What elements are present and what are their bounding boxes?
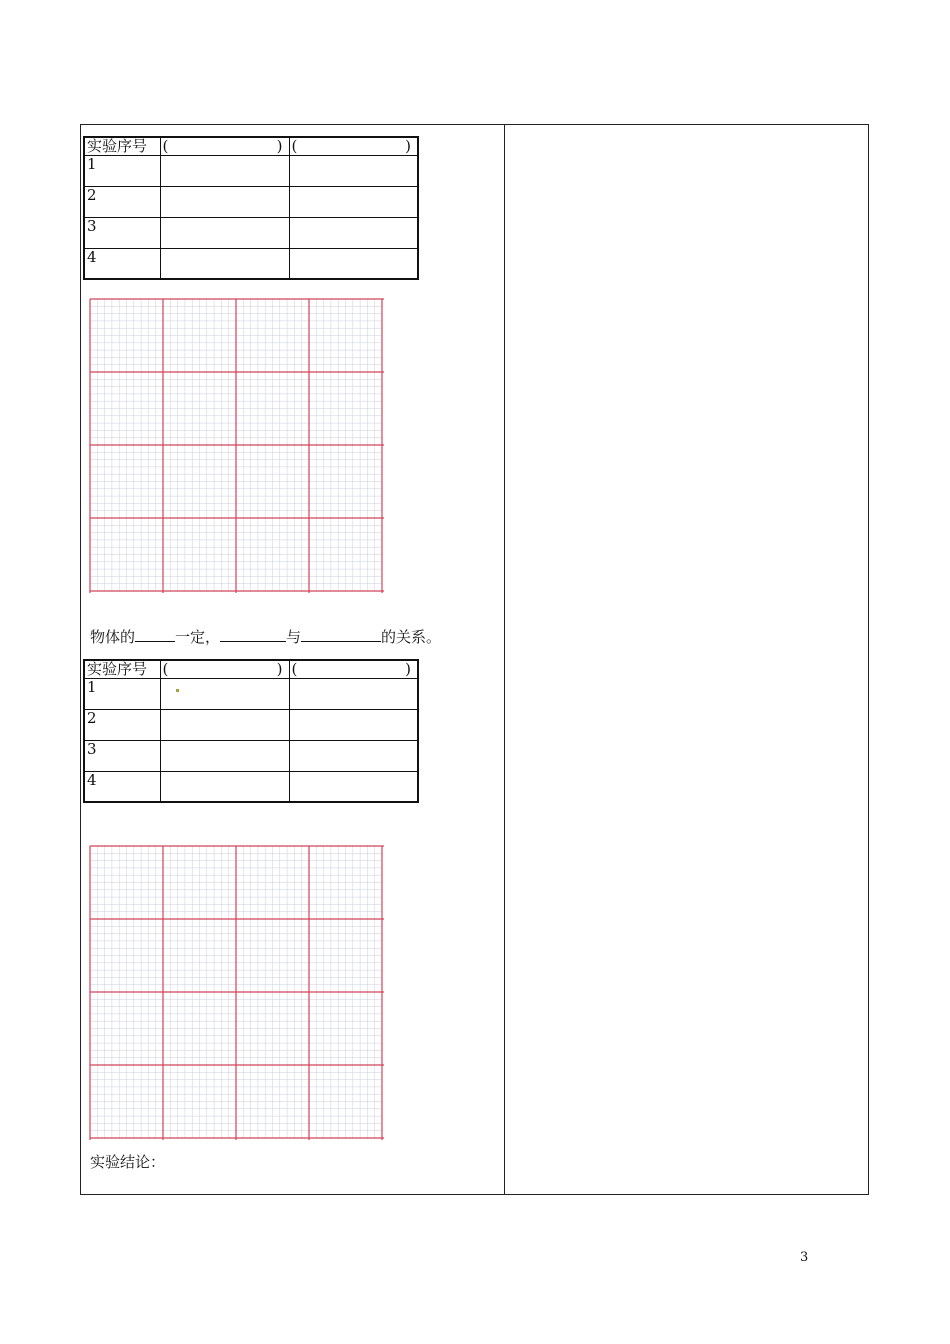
table-row: 4	[84, 248, 418, 279]
table-row: 3	[84, 740, 418, 771]
blank-cell[interactable]	[160, 186, 289, 217]
table-header-row	[84, 137, 418, 155]
blank-cell[interactable]	[289, 155, 418, 186]
graph-paper-1[interactable]	[89, 298, 384, 593]
blank-3[interactable]	[301, 628, 381, 642]
table-row: 2	[84, 186, 418, 217]
fill-in-sentence: 物体的 一定， 与 的关系。	[90, 628, 442, 646]
stray-dot	[176, 689, 179, 692]
blank-cell[interactable]	[160, 678, 289, 709]
header-seq: 实验序号	[84, 660, 160, 678]
blank-cell[interactable]	[160, 740, 289, 771]
table-row: 2	[84, 709, 418, 740]
table-row: 3	[84, 217, 418, 248]
header-col2[interactable]: ( )	[160, 137, 289, 155]
blank-cell[interactable]	[160, 709, 289, 740]
blank-cell[interactable]	[289, 740, 418, 771]
blank-cell[interactable]	[289, 248, 418, 279]
table-row: 1	[84, 155, 418, 186]
header-seq: 实验序号	[84, 137, 160, 155]
blank-cell[interactable]	[160, 217, 289, 248]
header-col3[interactable]: ( )	[289, 660, 418, 678]
data-table-2	[83, 659, 419, 803]
conclusion-label: 实验结论：	[90, 1153, 166, 1171]
column-divider	[504, 124, 505, 1195]
table-header-row	[84, 660, 418, 678]
blank-cell[interactable]	[289, 217, 418, 248]
blank-cell[interactable]	[160, 771, 289, 802]
blank-cell[interactable]	[289, 678, 418, 709]
table-row: 4	[84, 771, 418, 802]
blank-cell[interactable]	[289, 709, 418, 740]
header-col2[interactable]: ( )	[160, 660, 289, 678]
blank-1[interactable]	[135, 628, 175, 642]
data-table-1	[83, 136, 419, 280]
blank-cell[interactable]	[160, 248, 289, 279]
header-col3[interactable]: ( )	[289, 137, 418, 155]
table-row: 1	[84, 678, 418, 709]
blank-cell[interactable]	[160, 155, 289, 186]
graph-paper-2[interactable]	[89, 845, 384, 1140]
blank-cell[interactable]	[289, 186, 418, 217]
blank-cell[interactable]	[289, 771, 418, 802]
blank-2[interactable]	[220, 628, 286, 642]
page-number: 3	[800, 1250, 809, 1265]
